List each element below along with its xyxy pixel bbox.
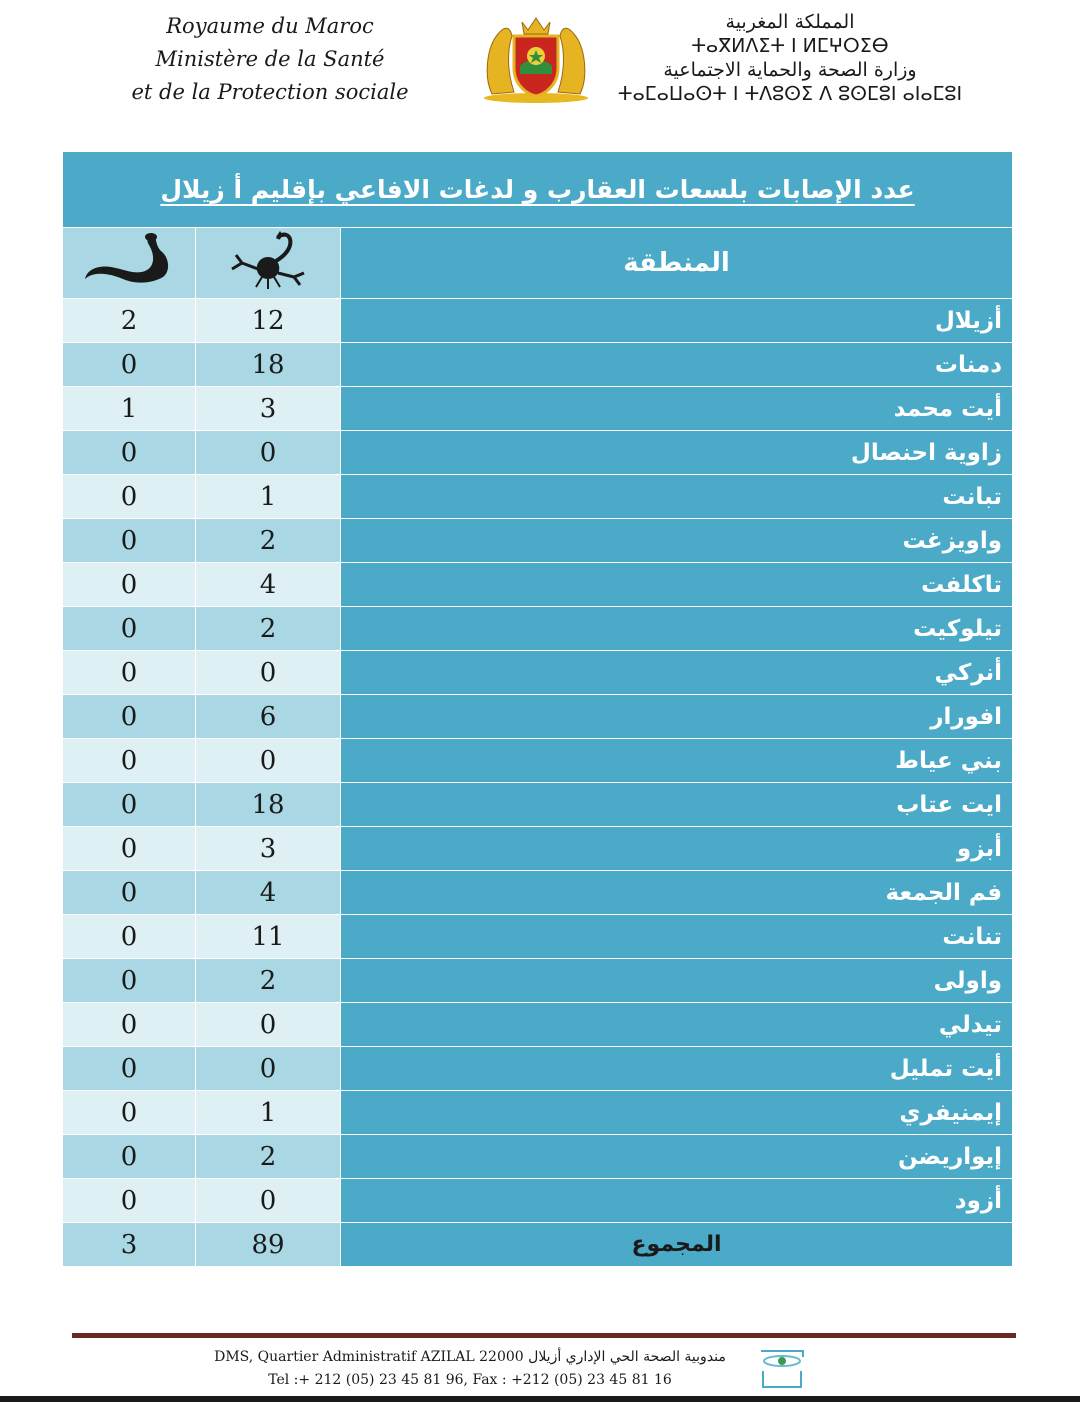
snake-count: 0 bbox=[63, 475, 196, 519]
snake-count: 0 bbox=[63, 695, 196, 739]
region-name: افورار bbox=[341, 695, 1013, 739]
scorpion-count: 6 bbox=[196, 695, 341, 739]
table-row bbox=[63, 519, 1013, 563]
header-french bbox=[110, 10, 430, 109]
scorpion-count: 12 bbox=[196, 299, 341, 343]
scorpion-count: 0 bbox=[196, 1003, 341, 1047]
region-name: تيدلي bbox=[341, 1003, 1013, 1047]
scorpion-count: 18 bbox=[196, 343, 341, 387]
table-row bbox=[63, 1135, 1013, 1179]
header-ar-line: ⵜⴰⵎⴰⵡⴰⵙⵜ ⵏ ⵜⴷⵓⵙⵉ ⴷ ⵓⵙⵎⵓⵏ ⴰⵏⴰⵎⵓⵏ bbox=[617, 83, 963, 105]
snake-column-header bbox=[63, 228, 196, 299]
footer-line-1: DMS, Quartier Administratif AZILAL 22000 مندوبية الصحة الحي الإداري أزيلال bbox=[214, 1349, 726, 1365]
snake-count: 0 bbox=[63, 1091, 196, 1135]
snake-icon bbox=[79, 229, 179, 293]
scorpion-count: 3 bbox=[196, 827, 341, 871]
region-name: زاوية احنصال bbox=[341, 431, 1013, 475]
snake-count: 0 bbox=[63, 519, 196, 563]
royal-coat-of-arms-icon bbox=[478, 8, 594, 104]
snake-count: 0 bbox=[63, 915, 196, 959]
snake-count: 0 bbox=[63, 959, 196, 1003]
table-row bbox=[63, 959, 1013, 1003]
snake-count: 1 bbox=[63, 387, 196, 431]
bottom-bar bbox=[0, 1396, 1080, 1402]
snake-count: 0 bbox=[63, 827, 196, 871]
snake-count: 0 bbox=[63, 1003, 196, 1047]
scorpion-icon bbox=[218, 229, 318, 293]
region-name: أيت محمد bbox=[341, 387, 1013, 431]
header-ar-line: وزارة الصحة والحماية الاجتماعية bbox=[663, 59, 917, 81]
snake-count: 0 bbox=[63, 1047, 196, 1091]
table-title: عدد الإصابات بلسعات العقارب و لدغات الافاعي بإقليم أ زيلال bbox=[63, 152, 1013, 228]
scorpion-count: 2 bbox=[196, 959, 341, 1003]
region-name: أزود bbox=[341, 1179, 1013, 1223]
region-name: أيت تمليل bbox=[341, 1047, 1013, 1091]
scorpion-count: 0 bbox=[196, 431, 341, 475]
header-ar-line: المملكة المغربية bbox=[725, 11, 855, 33]
snake-count: 0 bbox=[63, 1179, 196, 1223]
snake-count: 0 bbox=[63, 431, 196, 475]
table-row bbox=[63, 1003, 1013, 1047]
stings-table bbox=[62, 151, 1013, 1267]
total-label: المجموع bbox=[341, 1223, 1013, 1267]
table-row bbox=[63, 739, 1013, 783]
table-row bbox=[63, 915, 1013, 959]
scorpion-count: 1 bbox=[196, 475, 341, 519]
snake-count: 0 bbox=[63, 563, 196, 607]
region-name: بني عياط bbox=[341, 739, 1013, 783]
region-name: إيواريضن bbox=[341, 1135, 1013, 1179]
scorpion-count: 2 bbox=[196, 1135, 341, 1179]
snake-count: 0 bbox=[63, 783, 196, 827]
snake-count: 0 bbox=[63, 871, 196, 915]
region-column-header: المنطقة bbox=[341, 228, 1013, 299]
total-snake: 3 bbox=[63, 1223, 196, 1267]
table-row bbox=[63, 563, 1013, 607]
region-name: واولى bbox=[341, 959, 1013, 1003]
scorpion-count: 4 bbox=[196, 563, 341, 607]
scorpion-count: 18 bbox=[196, 783, 341, 827]
table-row bbox=[63, 695, 1013, 739]
table-row bbox=[63, 387, 1013, 431]
scorpion-count: 2 bbox=[196, 607, 341, 651]
scorpion-count: 0 bbox=[196, 1179, 341, 1223]
table-row bbox=[63, 651, 1013, 695]
scorpion-count: 4 bbox=[196, 871, 341, 915]
scorpion-count: 11 bbox=[196, 915, 341, 959]
scorpion-column-header bbox=[196, 228, 341, 299]
region-name: أنركي bbox=[341, 651, 1013, 695]
header-arabic bbox=[600, 10, 980, 106]
ministry-logo-icon bbox=[757, 1347, 807, 1391]
region-name: إيمنيفري bbox=[341, 1091, 1013, 1135]
header-fr-line: et de la Protection sociale bbox=[131, 80, 409, 104]
table-row bbox=[63, 1091, 1013, 1135]
header-fr-line: Ministère de la Santé bbox=[155, 47, 385, 71]
table-row bbox=[63, 871, 1013, 915]
total-scorpion: 89 bbox=[196, 1223, 341, 1267]
snake-count: 2 bbox=[63, 299, 196, 343]
table-row bbox=[63, 343, 1013, 387]
scorpion-count: 3 bbox=[196, 387, 341, 431]
table-row bbox=[63, 827, 1013, 871]
snake-count: 0 bbox=[63, 343, 196, 387]
snake-count: 0 bbox=[63, 651, 196, 695]
region-name: تيلوكيت bbox=[341, 607, 1013, 651]
region-name: فم الجمعة bbox=[341, 871, 1013, 915]
snake-count: 0 bbox=[63, 739, 196, 783]
header-fr-line: Royaume du Maroc bbox=[166, 14, 374, 38]
table-row bbox=[63, 1047, 1013, 1091]
scorpion-count: 1 bbox=[196, 1091, 341, 1135]
region-name: تبانت bbox=[341, 475, 1013, 519]
table-row bbox=[63, 607, 1013, 651]
table-row bbox=[63, 475, 1013, 519]
table-row bbox=[63, 1179, 1013, 1223]
region-name: واويزغت bbox=[341, 519, 1013, 563]
scorpion-count: 2 bbox=[196, 519, 341, 563]
scorpion-count: 0 bbox=[196, 1047, 341, 1091]
snake-count: 0 bbox=[63, 1135, 196, 1179]
scorpion-count: 0 bbox=[196, 651, 341, 695]
region-name: تاكلفت bbox=[341, 563, 1013, 607]
table-row bbox=[63, 783, 1013, 827]
region-name: ايت عتاب bbox=[341, 783, 1013, 827]
region-name: أبزو bbox=[341, 827, 1013, 871]
region-name: أزيلال bbox=[341, 299, 1013, 343]
header-ar-line: ⵜⴰⴳⵍⴷⵉⵜ ⵏ ⵍⵎⵖⵔⵉⴱ bbox=[691, 35, 889, 57]
region-name: تنانت bbox=[341, 915, 1013, 959]
footer-divider bbox=[72, 1333, 1016, 1338]
footer-line-2: Tel :+ 212 (05) 23 45 81 96, Fax : +212 (05) 23 45 81 16 bbox=[268, 1372, 672, 1388]
footer-address bbox=[180, 1346, 760, 1392]
table-row bbox=[63, 299, 1013, 343]
table-row bbox=[63, 431, 1013, 475]
scorpion-count: 0 bbox=[196, 739, 341, 783]
region-name: دمنات bbox=[341, 343, 1013, 387]
total-row bbox=[63, 1223, 1013, 1267]
snake-count: 0 bbox=[63, 607, 196, 651]
